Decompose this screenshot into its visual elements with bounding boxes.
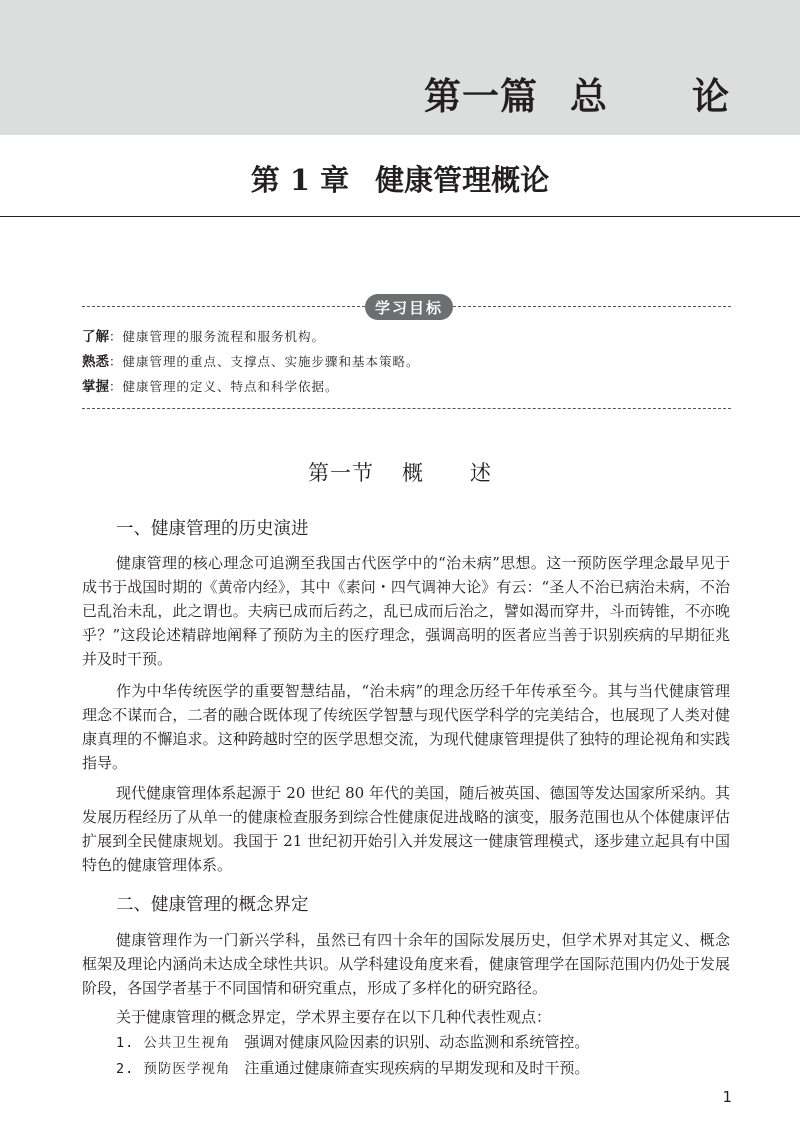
chapter-divider — [0, 216, 800, 217]
objectives-top-rule-right — [453, 306, 731, 307]
objectives-badge-label: 学习目标 — [374, 298, 443, 317]
subsection-heading-2: 二、健康管理的概念界定 — [116, 895, 309, 915]
part-title: 第一篇 总 论 — [424, 75, 730, 118]
objectives-top-rule-left — [82, 306, 365, 307]
section-title: 第一节 概 述 — [308, 461, 492, 485]
paragraph: 健康管理的核心理念可追溯至我国古代医学中的“治未病”思想。这一预防医学理念最早见于成书于战国时期的《黄帝内经》，其中《素问・四气调神大论》有云：“圣人不治已病治未病，不治已乱治未乱，此之谓也。夫病已成而后药之，乱已成而后治之，譬如渴而穿井，斗而铸锥，不亦晚乎？”这段论述精辟地阐释了预防为主的医疗理念，强调高明的医者应当善于识别疾病的早期征兆并及时干预。 — [82, 554, 730, 668]
page-number: 1 — [722, 1088, 732, 1106]
objective-item: 掌握：健康管理的定义、特点和科学依据。 — [82, 379, 339, 395]
paragraph: 健康管理作为一门新兴学科，虽然已有四十余年的国际发展历史，但学术界对其定义、概念框架及理论内涵尚未达成全球性共识。从学科建设角度来看，健康管理学在国际范围内仍处于发展阶段，各国学者基于不同国情和研究重点，形成了多样化的研究路径。 — [82, 931, 730, 997]
objectives-badge — [365, 294, 453, 320]
viewpoint-item: 2. 预防医学视角 注重通过健康筛查实现疾病的早期发现和及时干预。 — [116, 1059, 590, 1077]
chapter-title: 第 1 章 健康管理概论 — [250, 163, 550, 197]
objectives-bottom-rule — [82, 408, 731, 409]
paragraph: 关于健康管理的概念界定，学术界主要存在以下几种代表性观点： — [116, 1008, 552, 1026]
paragraph: 作为中华传统医学的重要智慧结晶，“治未病”的理念历经千年传承至今。其与当代健康管理理念不谋而合，二者的融合既体现了传统医学智慧与现代医学科学的完美结合，也展现了人类对健康真理的不懈追求。这种跨越时空的医学思想交流，为现代健康管理提供了独特的理论视角和实践指导。 — [82, 682, 730, 772]
objective-item: 熟悉：健康管理的重点、支撑点、实施步骤和基本策略。 — [82, 354, 420, 370]
paragraph: 现代健康管理体系起源于 20 世纪 80 年代的美国，随后被英国、德国等发达国家所采纳。其发展历程经历了从单一的健康检查服务到综合性健康促进战略的演变，服务范围也从个体健康评估扩展到全民健康规划。我国于 21 世纪初开始引入并发展这一健康管理模式，逐步建立起具有中国特色的健康管理体系。 — [82, 784, 730, 874]
viewpoint-item: 1. 公共卫生视角 强调对健康风险因素的识别、动态监测和系统管控。 — [116, 1033, 590, 1051]
subsection-heading-1: 一、健康管理的历史演进 — [116, 519, 309, 539]
objective-item: 了解：健康管理的服务流程和服务机构。 — [82, 329, 326, 345]
